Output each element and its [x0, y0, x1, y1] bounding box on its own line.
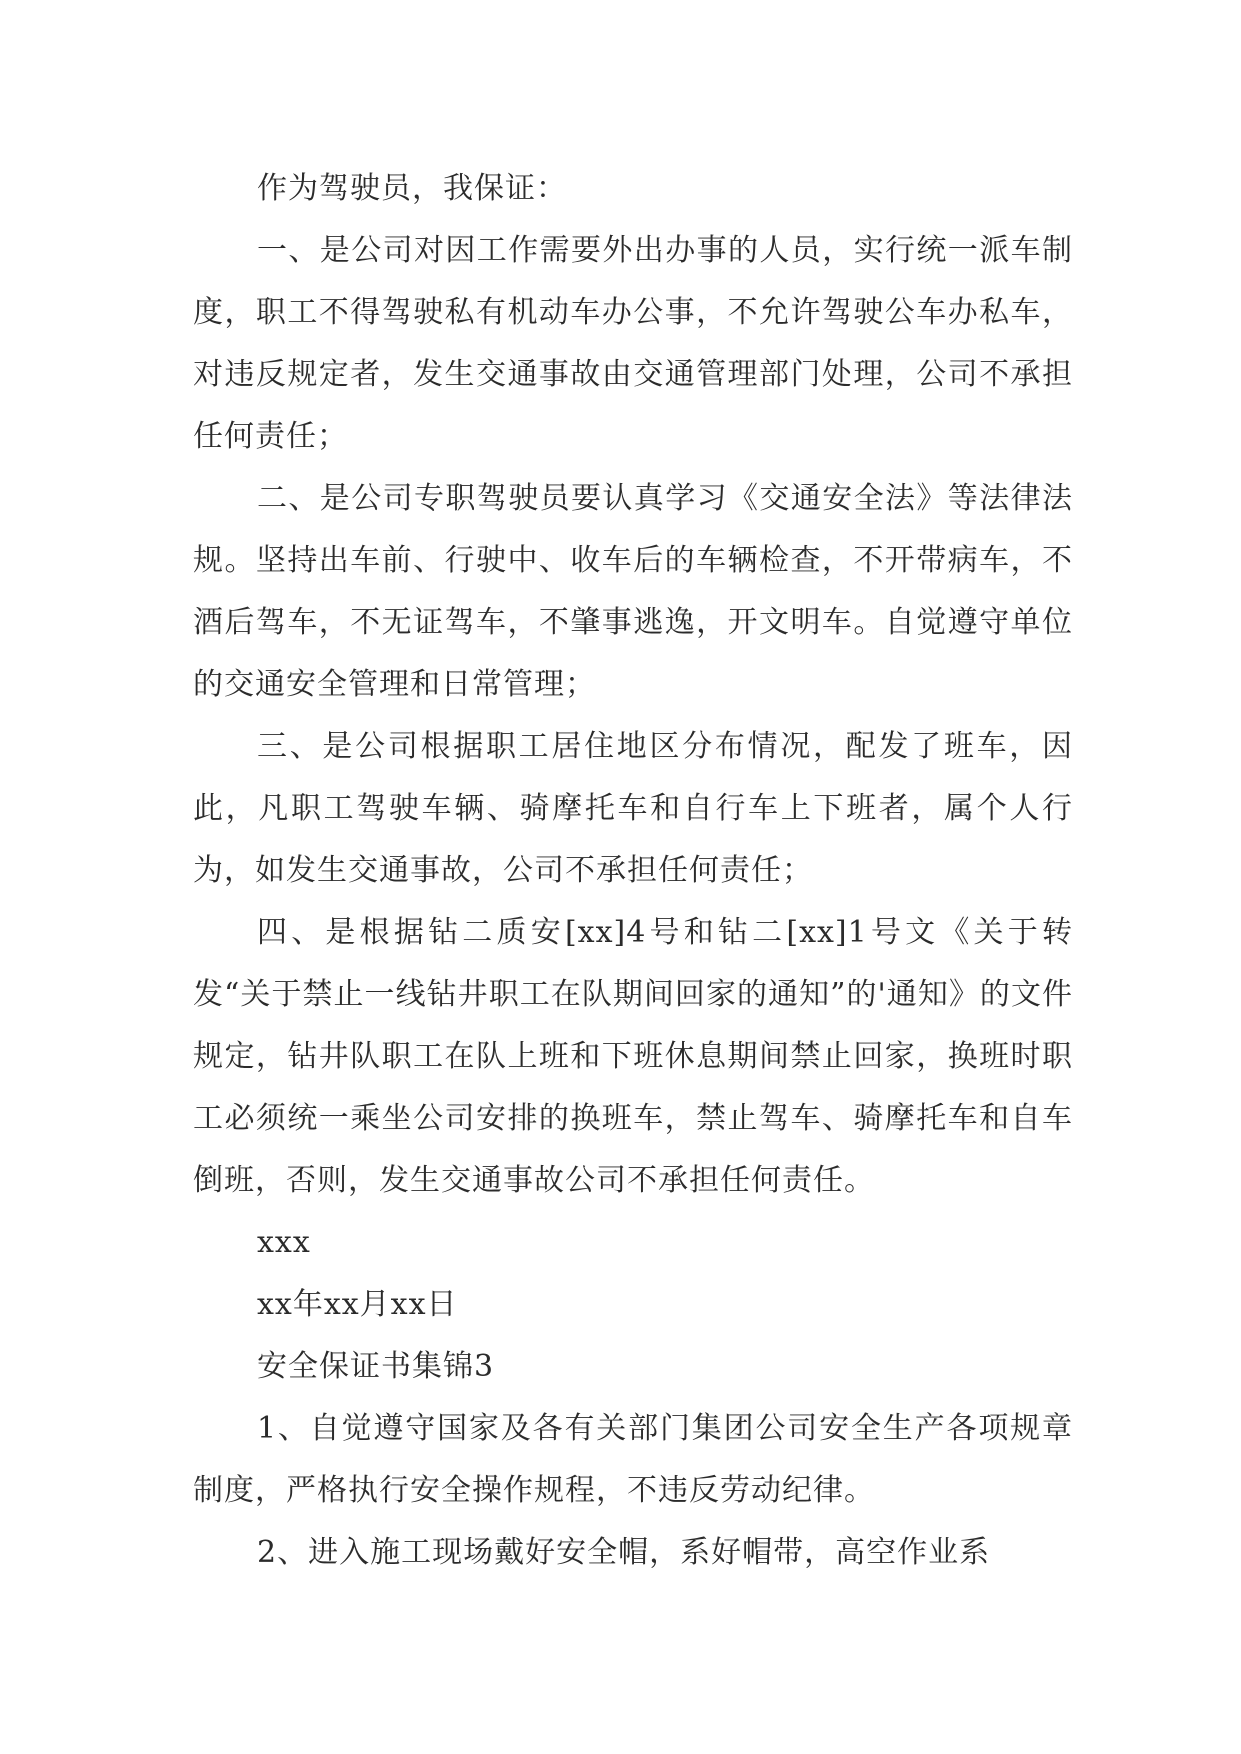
intro-line: 作为驾驶员，我保证：: [257, 171, 567, 206]
clause-3: 三、是公司根据职工居住地区分布情况，配发了班车，因此，凡职工驾驶车辆、骑摩托车和自行车上下班者，属个人行为，如发生交通事故，公司不承担任何责任；: [193, 729, 1073, 888]
document-body: [193, 158, 1073, 1584]
section-title: 安全保证书集锦3: [257, 1349, 495, 1384]
section-item-2: 2、进入施工现场戴好安全帽，系好帽带，高空作业系: [257, 1535, 991, 1570]
signature: xxx: [257, 1225, 311, 1260]
date: xx年xx月xx日: [257, 1287, 458, 1322]
clause-4: 四、是根据钻二质安[xx]4号和钻二[xx]1号文《关于转发“关于禁止一线钻井职工在队期间回家的通知”的'通知》的文件规定，钻井队职工在队上班和下班休息期间禁止回家，换班时职工必须统一乘坐公司安排的换班车，禁止驾车、骑摩托车和自车倒班，否则，发生交通事故公司不承担任何责任。: [193, 915, 1073, 1198]
section-item-1: 1、自觉遵守国家及各有关部门集团公司安全生产各项规章制度，严格执行安全操作规程，不违反劳动纪律。: [193, 1411, 1073, 1508]
clause-2: 二、是公司专职驾驶员要认真学习《交通安全法》等法律法规。坚持出车前、行驶中、收车后的车辆检查，不开带病车，不酒后驾车，不无证驾车，不肇事逃逸，开文明车。自觉遵守单位的交通安全管理和日常管理；: [193, 481, 1073, 702]
clause-1: 一、是公司对因工作需要外出办事的人员，实行统一派车制度，职工不得驾驶私有机动车办公事，不允许驾驶公车办私车，对违反规定者，发生交通事故由交通管理部门处理，公司不承担任何责任；: [193, 233, 1073, 454]
